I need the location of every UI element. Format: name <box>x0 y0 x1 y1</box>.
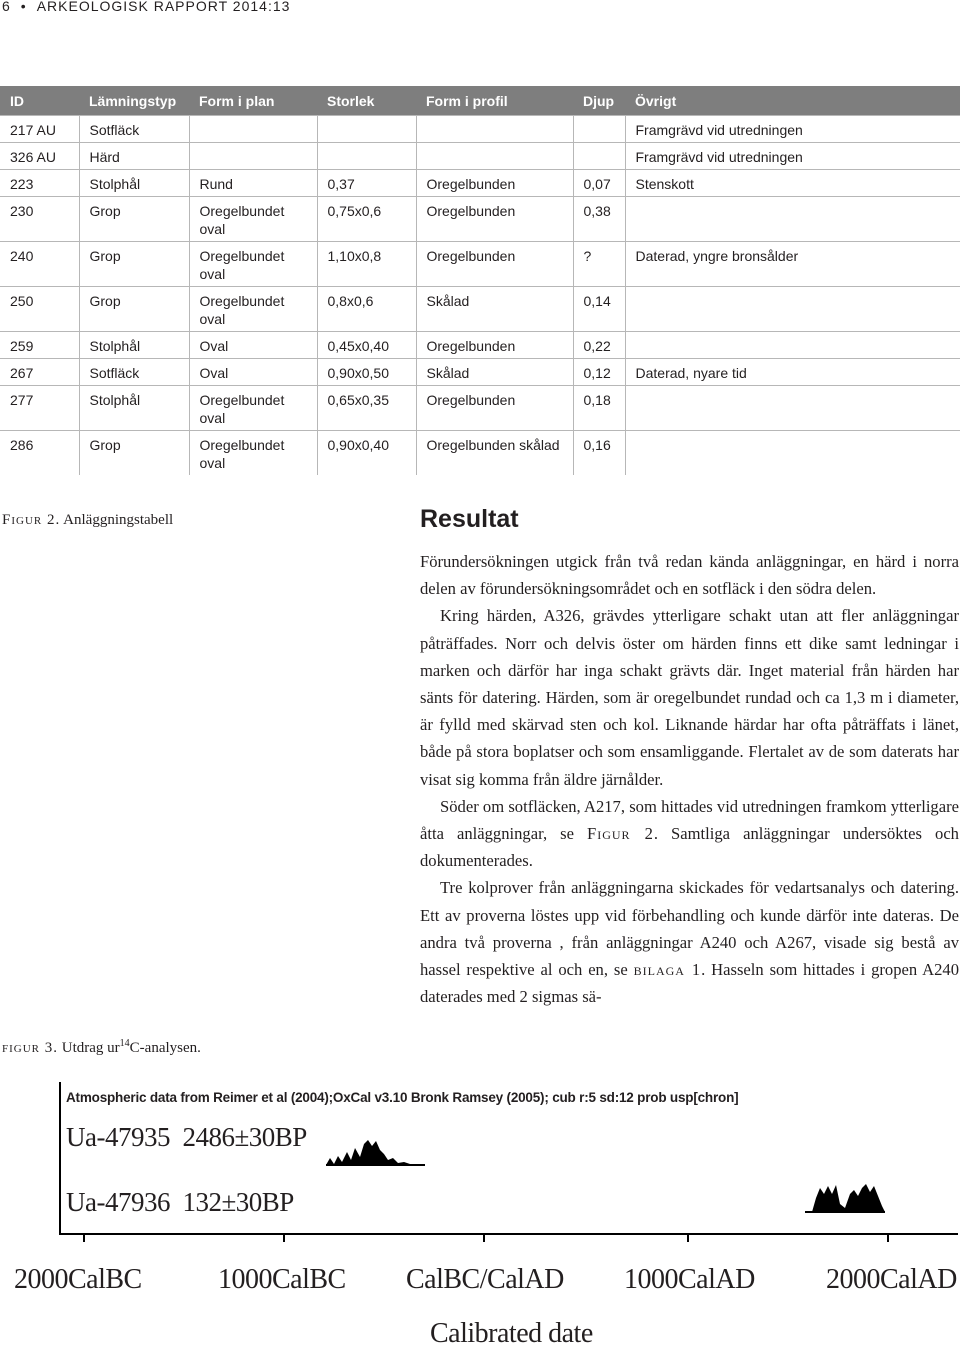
cell-id: 250 <box>0 287 79 332</box>
separator-dot: • <box>20 0 27 14</box>
cell-type: Sotfläck <box>79 116 189 143</box>
paragraph-4 <box>420 874 959 1010</box>
sample-1-probability-distribution <box>326 1140 425 1165</box>
table-row <box>0 287 960 332</box>
cell-profile-shape: Oregelbunden <box>416 332 573 359</box>
cell-id: 277 <box>0 386 79 431</box>
figure-3-label: figur 3. <box>2 1040 59 1056</box>
cell-notes: Daterad, yngre bronsålder <box>625 242 960 287</box>
cell-depth: 0,14 <box>573 287 625 332</box>
cell-type: Stolphål <box>79 332 189 359</box>
page-number: 6 <box>2 0 11 14</box>
cell-type: Stolphål <box>79 386 189 431</box>
cell-depth: 0,22 <box>573 332 625 359</box>
cell-profile-shape: Skålad <box>416 287 573 332</box>
cell-profile-shape <box>416 116 573 143</box>
table-row <box>0 170 960 197</box>
cell-type: Grop <box>79 431 189 476</box>
cell-profile-shape <box>416 143 573 170</box>
cell-notes <box>625 431 960 476</box>
cell-notes <box>625 332 960 359</box>
axis-title: Calibrated date <box>430 1318 593 1349</box>
table-body <box>0 116 960 476</box>
calibration-source-title: Atmospheric data from Reimer et al (2004);OxCal v3.10 Bronk Ramsey (2005); cub r:5 sd:12 prob usp[chron] <box>66 1090 739 1105</box>
table-row <box>0 332 960 359</box>
cell-notes: Daterad, nyare tid <box>625 359 960 386</box>
cell-id: 326 AU <box>0 143 79 170</box>
paragraph-3-text-a: Söder om sotfläcken, A217, som hittades vid utredningen framkom ytterligare åtta anläggningar, se <box>420 796 959 844</box>
sample-2-probability-distribution <box>812 1184 885 1212</box>
column-header-plan-shape: Form i plan <box>189 86 317 116</box>
cell-type: Grop <box>79 242 189 287</box>
cell-id: 259 <box>0 332 79 359</box>
figure-2-label: Figur 2. <box>2 512 61 528</box>
cell-depth: 0,12 <box>573 359 625 386</box>
table-row <box>0 242 960 287</box>
cell-depth: 0,16 <box>573 431 625 476</box>
cell-plan-shape: Oval <box>189 332 317 359</box>
cell-size: 0,37 <box>317 170 416 197</box>
axis-tick-label: 2000CalBC <box>14 1264 142 1295</box>
cell-size: 1,10x0,8 <box>317 242 416 287</box>
cell-depth: 0,18 <box>573 386 625 431</box>
cell-size: 0,75x0,6 <box>317 197 416 242</box>
running-header <box>2 0 290 14</box>
figure-3-text-b: C-analysen. <box>129 1040 201 1056</box>
cell-plan-shape: Rund <box>189 170 317 197</box>
cell-profile-shape: Oregelbunden <box>416 170 573 197</box>
cell-plan-shape: Oregelbundet oval <box>189 386 317 431</box>
column-header-size: Storlek <box>317 86 416 116</box>
table-row <box>0 143 960 170</box>
cell-profile-shape: Oregelbunden <box>416 242 573 287</box>
column-header-notes: Övrigt <box>625 86 960 116</box>
cell-size: 0,65x0,35 <box>317 386 416 431</box>
cell-depth: ? <box>573 242 625 287</box>
figure-3-superscript: 14 <box>119 1038 130 1049</box>
cell-id: 223 <box>0 170 79 197</box>
cell-plan-shape: Oregelbundet oval <box>189 197 317 242</box>
cell-depth: 0,38 <box>573 197 625 242</box>
paragraph-2: Kring härden, A326, grävdes ytterligare schakt utan att fler anläggningar påträffades. Norr och delvis öster om härden finns ett dike samt ledningar i marken och därför har inga schakt grävts där. Inget material från härden har sänts för datering. Härden, som är oregelbundet rundad och ca 1,3 m i diameter, är fylld med skärvad sten och kol. Liknande härdar har ofta påträffats i länet, både på stora boplatser och som ensamliggande. Flertalet av de som daterats har visat sig komma från äldre järnålder. <box>420 606 959 789</box>
cell-notes <box>625 386 960 431</box>
figure-2-text: Anläggningstabell <box>63 512 174 528</box>
table-row <box>0 197 960 242</box>
cell-notes <box>625 287 960 332</box>
table-header-row <box>0 86 960 116</box>
cell-size: 0,8x0,6 <box>317 287 416 332</box>
figure-2-caption <box>2 512 173 529</box>
cell-depth: 0,07 <box>573 170 625 197</box>
sample-1-id: Ua-47935 <box>66 1122 170 1152</box>
cell-notes: Framgrävd vid utredningen <box>625 116 960 143</box>
figure-3-text-a: Utdrag ur <box>61 1040 120 1056</box>
cell-id: 286 <box>0 431 79 476</box>
column-header-type: Lämningstyp <box>79 86 189 116</box>
axis-tick-label: 2000CalAD <box>826 1264 957 1295</box>
cell-type: Stolphål <box>79 170 189 197</box>
cell-type: Sotfläck <box>79 359 189 386</box>
paragraph-4-text-b: . Hasseln som hittades i gropen A240 daterades med 2 sigmas sä- <box>420 960 960 1007</box>
cell-type: Grop <box>79 287 189 332</box>
sample-2-date: 132±30BP <box>182 1187 294 1217</box>
table-row <box>0 386 960 431</box>
section-heading: Resultat <box>420 505 519 533</box>
cell-plan-shape: Oregelbundet oval <box>189 287 317 332</box>
cell-profile-shape: Oregelbunden skålad <box>416 431 573 476</box>
table-row <box>0 359 960 386</box>
appendix-1-reference-link[interactable]: bilaga 1 <box>633 960 702 980</box>
figure-3-caption <box>2 1038 201 1057</box>
cell-type: Härd <box>79 143 189 170</box>
cell-size: 0,90x0,50 <box>317 359 416 386</box>
cell-size: 0,90x0,40 <box>317 431 416 476</box>
paragraph-3 <box>420 793 959 875</box>
axis-tick-label: 1000CalBC <box>218 1264 346 1295</box>
result-body <box>420 548 959 1010</box>
cell-id: 230 <box>0 197 79 242</box>
cell-plan-shape <box>189 143 317 170</box>
axis-tick-label: CalBC/CalAD <box>406 1264 564 1295</box>
cell-type: Grop <box>79 197 189 242</box>
cell-size: 0,45x0,40 <box>317 332 416 359</box>
cell-size <box>317 143 416 170</box>
paragraph-3-text-b: . Samtliga anläggningar undersöktes och dokumenterades. <box>420 824 959 871</box>
paragraph-4-text-a: Tre kolprover från anläggningarna skickades för vedartsanalys och datering. Ett av proverna löstes upp vid förbehandling och kunde därför inte dateras. De andra två proverna , från anläggningar A240 och A267, visade sig bestå av hassel respektive al och en, se <box>420 878 959 980</box>
sample-2-id: Ua-47936 <box>66 1187 170 1217</box>
cell-notes: Framgrävd vid utredningen <box>625 143 960 170</box>
column-header-profile-shape: Form i profil <box>416 86 573 116</box>
cell-profile-shape: Oregelbunden <box>416 386 573 431</box>
cell-plan-shape: Oregelbundet oval <box>189 242 317 287</box>
cell-notes <box>625 197 960 242</box>
cell-plan-shape <box>189 116 317 143</box>
publication-title: ARKEOLOGISK RAPPORT 2014:13 <box>36 0 291 14</box>
radiocarbon-calibration-figure <box>0 1082 960 1351</box>
column-header-id: ID <box>0 86 79 116</box>
figure-2-reference-link[interactable]: Figur 2 <box>586 824 654 844</box>
cell-profile-shape: Oregelbunden <box>416 197 573 242</box>
cell-size <box>317 116 416 143</box>
sample-1-label <box>66 1122 307 1153</box>
cell-profile-shape: Skålad <box>416 359 573 386</box>
cell-depth <box>573 116 625 143</box>
paragraph-1: Förundersökningen utgick från två redan kända anläggningar, en härd i norra delen av förundersökningsområdet och en sotfläck i den södra delen. <box>420 552 959 599</box>
cell-plan-shape: Oregelbundet oval <box>189 431 317 476</box>
table-row <box>0 431 960 476</box>
column-header-depth: Djup <box>573 86 625 116</box>
table-row <box>0 116 960 143</box>
cell-depth <box>573 143 625 170</box>
feature-table <box>0 86 960 475</box>
axis-tick-label: 1000CalAD <box>624 1264 755 1295</box>
cell-id: 267 <box>0 359 79 386</box>
cell-plan-shape: Oval <box>189 359 317 386</box>
cell-notes: Stenskott <box>625 170 960 197</box>
cell-id: 240 <box>0 242 79 287</box>
cell-id: 217 AU <box>0 116 79 143</box>
sample-2-label <box>66 1187 294 1218</box>
sample-1-date: 2486±30BP <box>182 1122 307 1152</box>
